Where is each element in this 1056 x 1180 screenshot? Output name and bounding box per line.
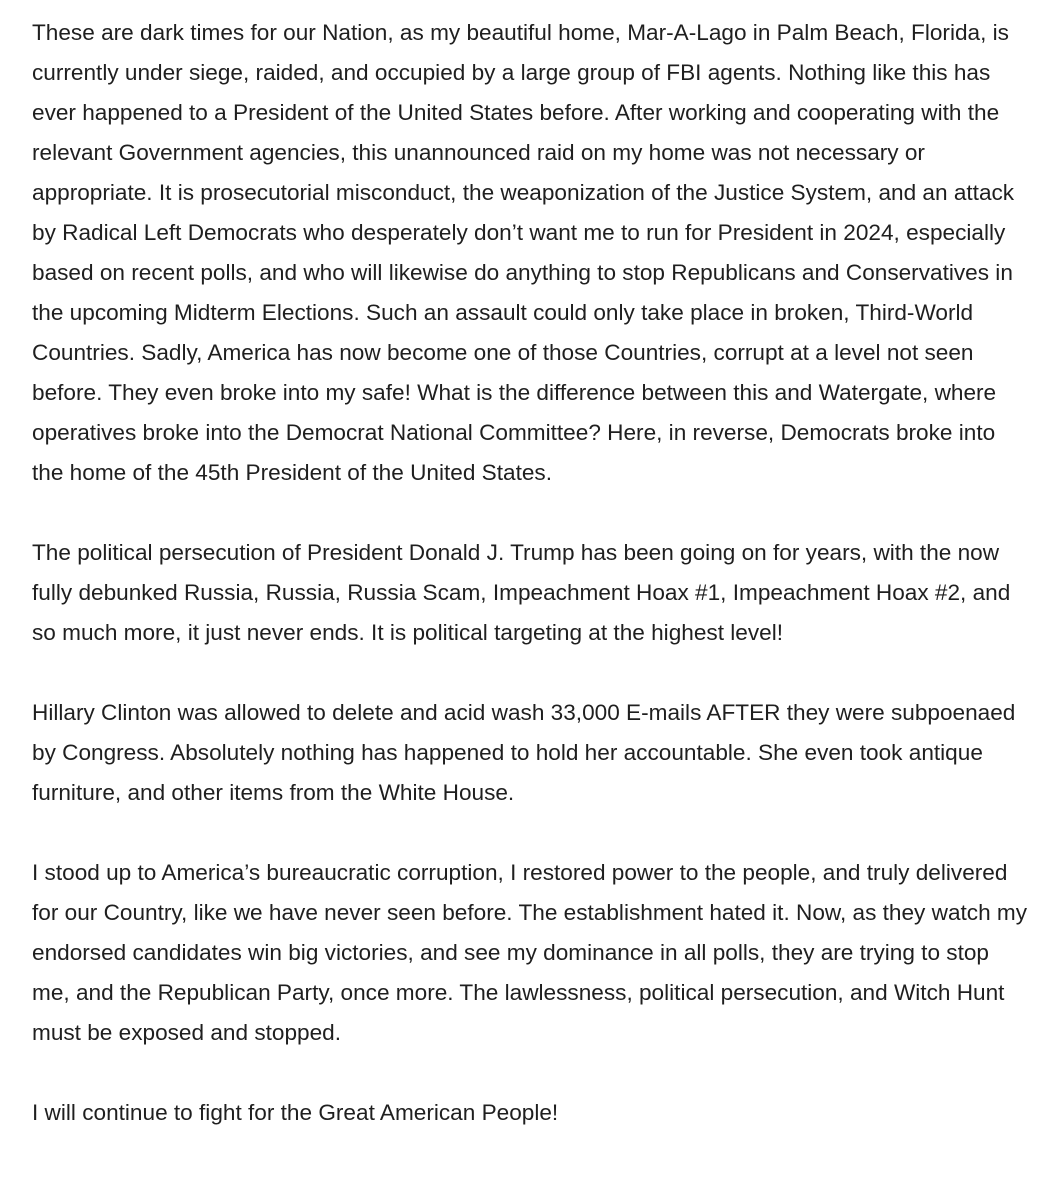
- statement-body: [32, 13, 1032, 1133]
- paragraph-corruption: I stood up to America’s bureaucratic corruption, I restored power to the people, and truly delivered for our Country, like we have never seen before. The establishment hated it. Now, as they watch my endorsed candidates win big victories, and see my dominance in all polls, they are trying to stop me, and the Republican Party, once more. The lawlessness, political persecution, and Witch Hunt must be exposed and stopped.: [32, 860, 1028, 1045]
- paragraph-closing: I will continue to fight for the Great American People!: [32, 1100, 559, 1125]
- paragraph-raid: These are dark times for our Nation, as my beautiful home, Mar-A-Lago in Palm Beach, Florida, is currently under siege, raided, and occupied by a large group of FBI agents. Nothing like this has ever happened to a President of the United States before. After working and cooperating with the relevant Government agencies, this unannounced raid on my home was not necessary or appropriate. It is prosecutorial misconduct, the weaponization of the Justice System, and an attack by Radical Left Democrats who desperately don’t want me to run for President in 2024, especially based on recent polls, and who will likewise do anything to stop Republicans and Conservatives in the upcoming Midterm Elections. Such an assault could only take place in broken, Third-World Countries. Sadly, America has now become one of those Countries, corrupt at a level not seen before. They even broke into my safe! What is the difference between this and Watergate, where operatives broke into the Democrat National Committee? Here, in reverse, Democrats broke into the home of the 45th President of the United States.: [32, 20, 1015, 485]
- paragraph-persecution: The political persecution of President Donald J. Trump has been going on for years, with the now fully debunked Russia, Russia, Russia Scam, Impeachment Hoax #1, Impeachment Hoax #2, and so much more, it just never ends. It is political targeting at the highest level!: [32, 540, 1011, 645]
- paragraph-clinton: Hillary Clinton was allowed to delete and acid wash 33,000 E-mails AFTER they were subpoenaed by Congress. Absolutely nothing has happened to hold her accountable. She even took antique furniture, and other items from the White House.: [32, 700, 1016, 805]
